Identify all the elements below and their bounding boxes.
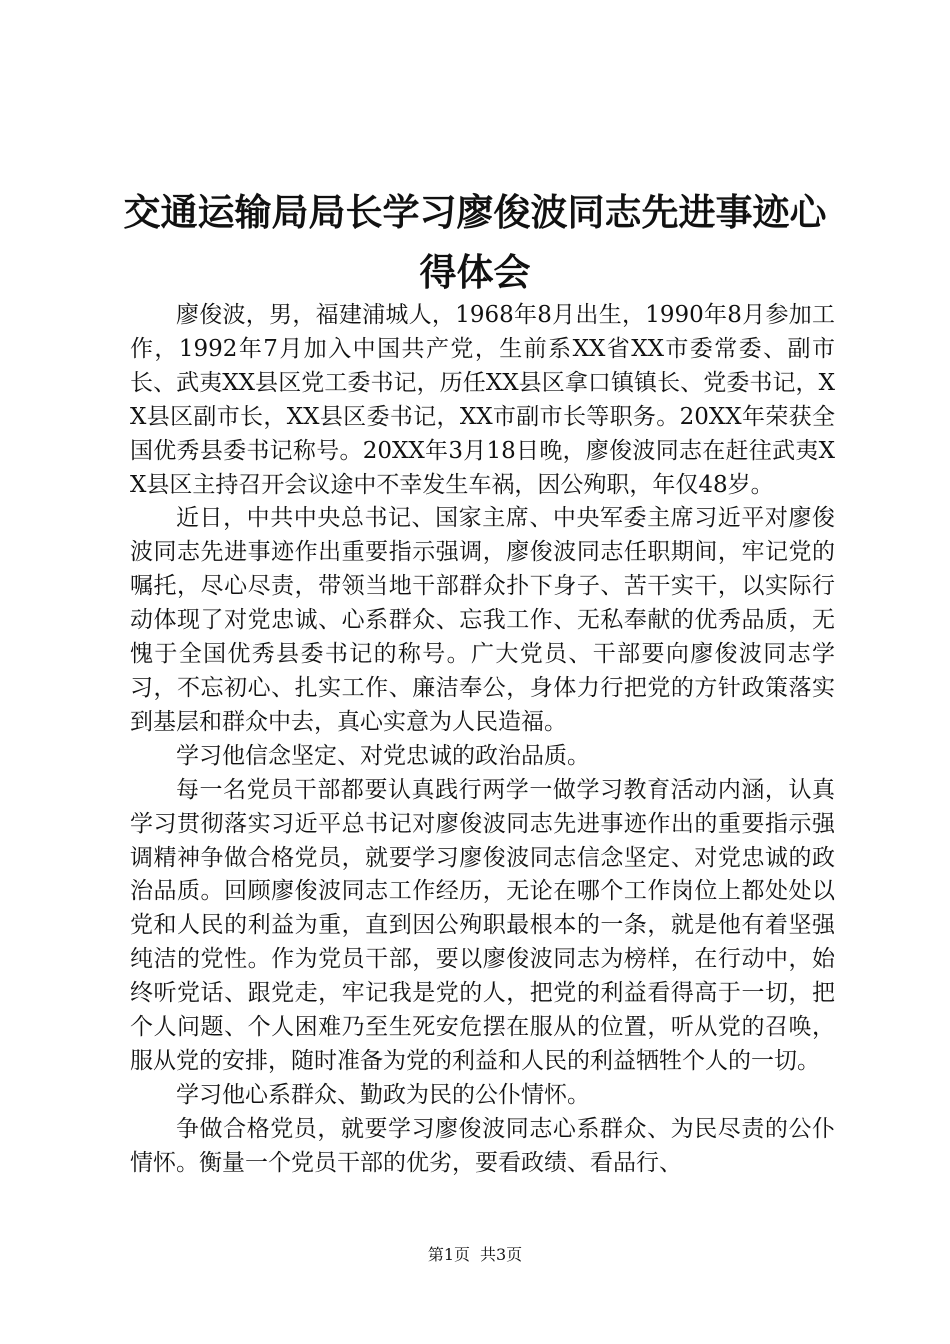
paragraph-bio: 廖俊波，男，福建浦城人，1968年8月出生，1990年8月参加工作，1992年7月加入中国共产党，生前系XX省XX市委常委、副市长、武夷XX县区党工委书记，历任XX县区拿口镇镇长、党委书记，XX县区副市长，XX县区委书记，XX市副市长等职务。20XX年荣获全国优秀县委书记称号。20XX年3月18日晚，廖俊波同志在赶往武夷XX县区主持召开会议途中不幸发生车祸，因公殉职，年仅48岁。 [130, 302, 835, 498]
section-heading-service: 学习他心系群众、勤政为民的公仆情怀。 [176, 1081, 590, 1108]
document-title: 交通运输局局长学习廖俊波同志先进事迹心得体会 [123, 190, 827, 294]
page-number: 第1页 [427, 1245, 470, 1264]
paragraph-instruction: 近日，中共中央总书记、国家主席、中央军委主席习近平对廖俊波同志先进事迹作出重要指示强调，廖俊波同志任职期间，牢记党的嘱托，尽心尽责，带领当地干部群众扑下身子、苦干实干，以实际行动体现了对党忠诚、心系群众、忘我工作、无私奉献的优秀品质，无愧于全国优秀县委书记的称号。广大党员、干部要向廖俊波同志学习，不忘初心、扎实工作、廉洁奉公，身体力行把党的方针政策落实到基层和群众中去，真心实意为人民造福。 [130, 505, 835, 735]
section-heading-loyalty: 学习他信念坚定、对党忠诚的政治品质。 [176, 742, 590, 769]
document-body [130, 299, 835, 1181]
paragraph-service: 争做合格党员，就要学习廖俊波同志心系群众、为民尽责的公仆情怀。衡量一个党员干部的优劣，要看政绩、看品行、 [130, 1115, 835, 1176]
page-footer [0, 1245, 950, 1265]
page-total: 共3页 [480, 1245, 523, 1264]
paragraph-loyalty: 每一名党员干部都要认真践行两学一做学习教育活动内涵，认真学习贯彻落实习近平总书记对廖俊波同志先进事迹作出的重要指示强调精神争做合格党员，就要学习廖俊波同志信念坚定、对党忠诚的政治品质。回顾廖俊波同志工作经历，无论在哪个工作岗位上都处处以党和人民的利益为重，直到因公殉职最根本的一条，就是他有着坚强纯洁的党性。作为党员干部，要以廖俊波同志为榜样，在行动中，始终听党话、跟党走，牢记我是党的人，把党的利益看得高于一切，把个人问题、个人困难乃至生死安危摆在服从的位置，听从党的召唤，服从党的安排，随时准备为党的利益和人民的利益牺牲个人的一切。 [130, 776, 835, 1074]
